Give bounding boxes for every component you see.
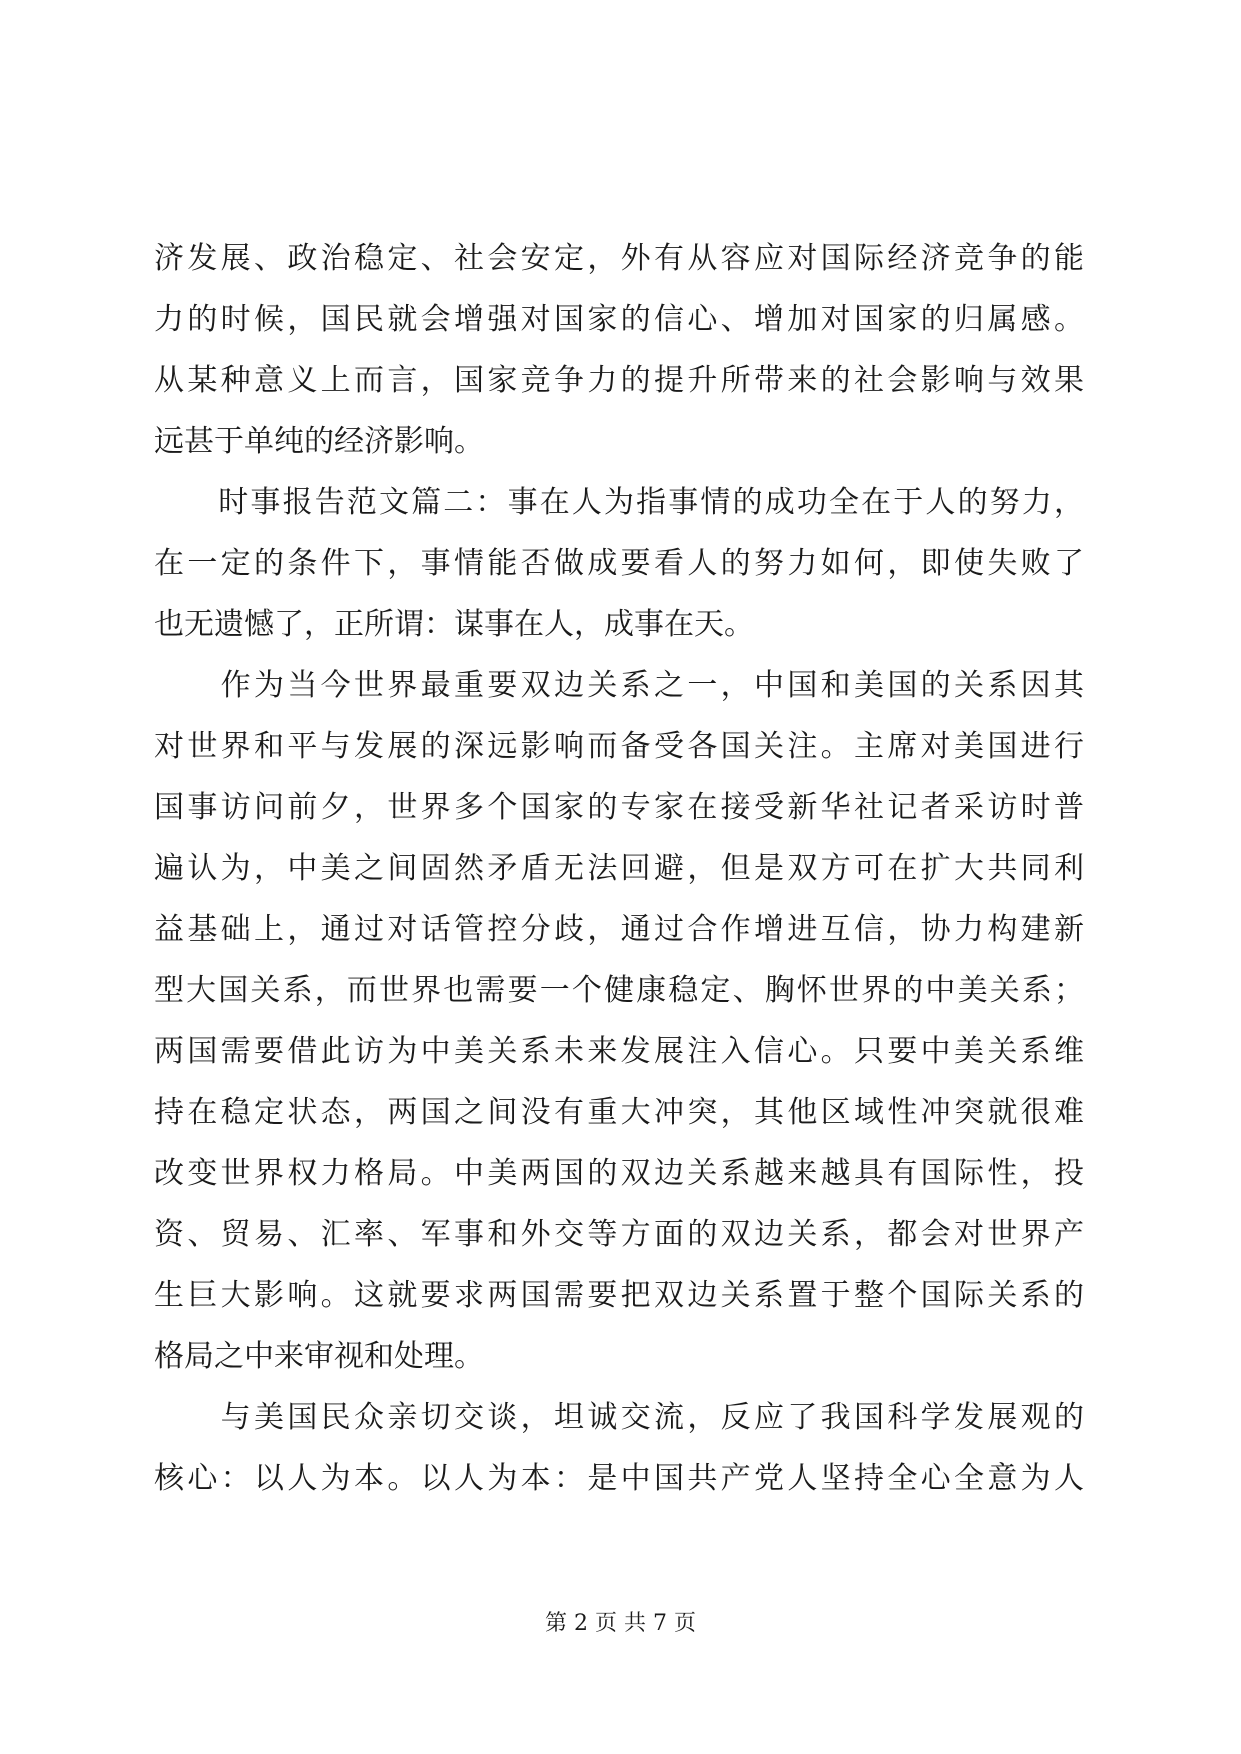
text-line: 济发展、政治稳定、社会安定，外有从容应对国际经济竞争的能 [154,241,1084,276]
text-line: 在一定的条件下，事情能否做成要看人的努力如何，即使失败了 [154,546,1084,581]
text-line: 遍认为，中美之间固然矛盾无法回避，但是双方可在扩大共同利 [154,851,1084,886]
text-line: 生巨大影响。这就要求两国需要把双边关系置于整个国际关系的 [154,1278,1084,1313]
text-line: 国事访问前夕，世界多个国家的专家在接受新华社记者采访时普 [154,790,1084,825]
text-line: 力的时候，国民就会增强对国家的信心、增加对国家的归属感。 [154,302,1084,337]
text-line: 持在稳定状态，两国之间没有重大冲突，其他区域性冲突就很难 [154,1095,1084,1130]
text-line: 对世界和平与发展的深远影响而备受各国关注。主席对美国进行 [154,729,1084,764]
text-line: 益基础上，通过对话管控分歧，通过合作增进互信，协力构建新 [154,912,1084,947]
text-line: 型大国关系，而世界也需要一个健康稳定、胸怀世界的中美关系； [154,973,1084,1008]
text-line: 远甚于单纯的经济影响。 [154,424,484,459]
text-line: 时事报告范文篇二：事在人为指事情的成功全在于人的努力， [154,485,1084,520]
text-line: 两国需要借此访为中美关系未来发展注入信心。只要中美关系维 [154,1034,1084,1069]
body-text [154,228,1084,1509]
page-footer: 第 2 页 共 7 页 [545,1611,696,1636]
text-line: 从某种意义上而言，国家竞争力的提升所带来的社会影响与效果 [154,363,1084,398]
text-line: 也无遗憾了，正所谓：谋事在人，成事在天。 [154,607,754,642]
text-line: 格局之中来审视和处理。 [154,1339,484,1374]
text-line: 与美国民众亲切交谈，坦诚交流，反应了我国科学发展观的 [154,1400,1084,1435]
text-line: 资、贸易、汇率、军事和外交等方面的双边关系，都会对世界产 [154,1217,1084,1252]
text-line: 核心：以人为本。以人为本：是中国共产党人坚持全心全意为人 [154,1461,1084,1496]
text-line: 改变世界权力格局。中美两国的双边关系越来越具有国际性，投 [154,1156,1084,1191]
text-line: 作为当今世界最重要双边关系之一，中国和美国的关系因其 [154,668,1084,703]
